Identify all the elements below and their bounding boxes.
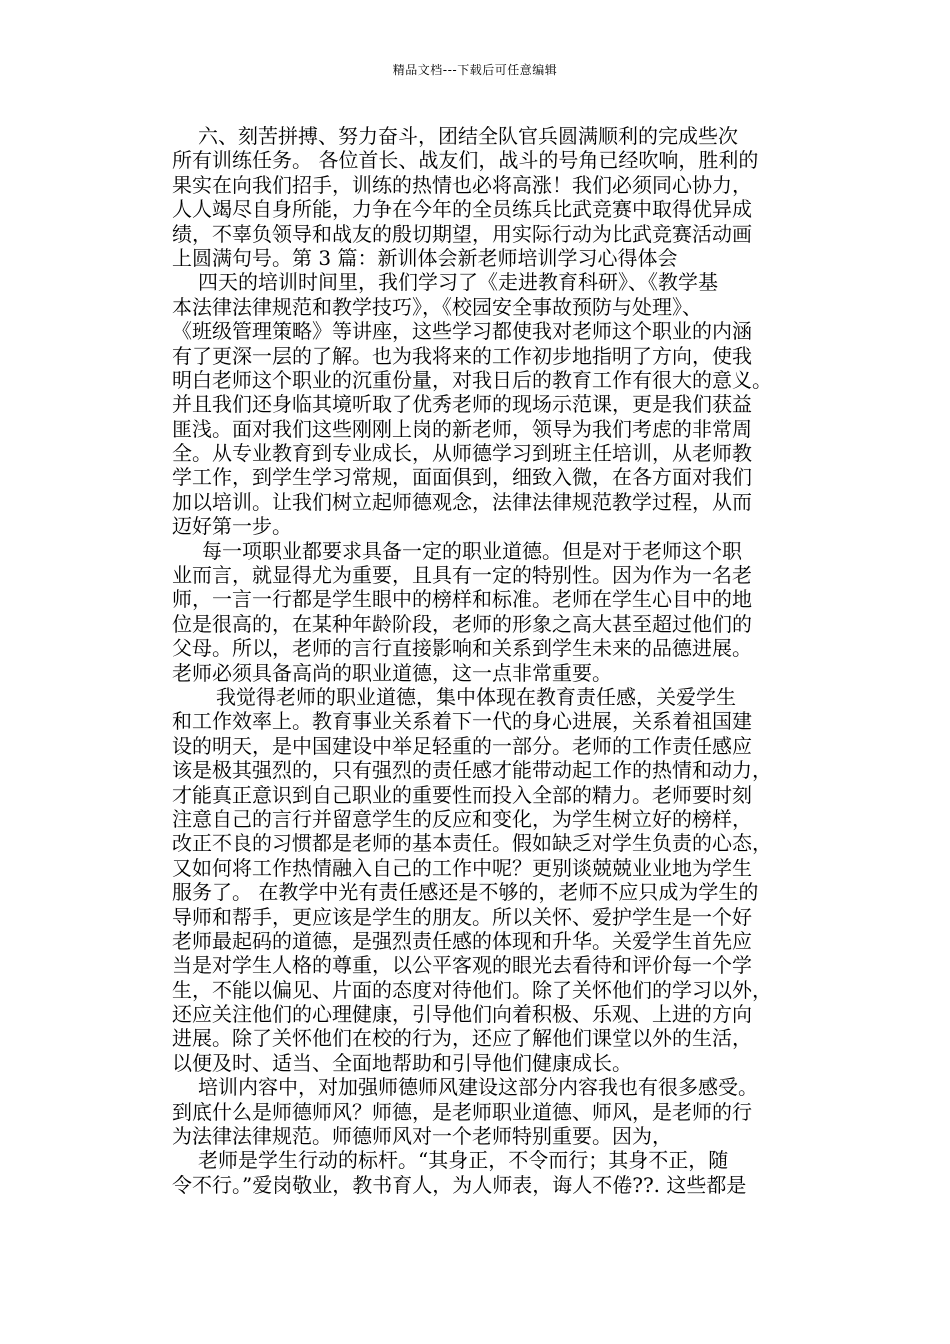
text-line: 明白老师这个职业的沉重份量，对我日后的教育工作有很大的意义。 <box>172 367 772 392</box>
text-line: 本法律法律规范和教学技巧》，《校园安全事故预防与处理》、 <box>172 294 702 319</box>
text-line: 设的明天，是中国建设中举足轻重的一部分。老师的工作责任感应 <box>172 733 752 758</box>
text-line: 老师必须具备高尚的职业道德，这一点非常重要。 <box>172 660 612 685</box>
text-line: 父母。所以，老师的言行直接影响和关系到学生未来的品德进展。 <box>172 636 752 661</box>
text-line: 所有训练任务。 各位首长、战友们，战斗的号角已经吹响，胜利的 <box>172 148 759 173</box>
text-line: 老师最起码的道德，是强烈责任感的体现和升华。关爱学生首先应 <box>172 928 752 953</box>
text-line: 为法律法律规范。师德师风对一个老师特别重要。因为， <box>172 1124 672 1149</box>
text-line: 进展。除了关怀他们在校的行为，还应了解他们课堂以外的生活， <box>172 1026 752 1051</box>
text-line: 绩，不辜负领导和战友的殷切期望，用实际行动为比武竞赛活动画 <box>172 221 752 246</box>
text-line: 服务了。 在教学中光有责任感还是不够的，老师不应只成为学生的 <box>172 880 759 905</box>
text-line: 业而言，就显得尤为重要，且具有一定的特别性。因为作为一名老 <box>172 563 752 588</box>
text-line: 果实在向我们招手，训练的热情也必将高涨！我们必须同心协力， <box>172 172 752 197</box>
text-line: 人人竭尽自身所能，力争在今年的全员练兵比武竞赛中取得优异成 <box>172 197 752 222</box>
text-line: 注意自己的言行并留意学生的反应和变化，为学生树立好的榜样， <box>172 806 752 831</box>
text-line: 我觉得老师的职业道德，集中体现在教育责任感，关爱学生 <box>216 684 736 709</box>
text-line: 生，不能以偏见、片面的态度对待他们。除了关怀他们的学习以外， <box>172 977 772 1002</box>
paragraph <box>172 685 812 1075</box>
text-line: 有了更深一层的了解。也为我将来的工作初步地指明了方向，使我 <box>172 343 752 368</box>
paragraph <box>172 1148 812 1197</box>
text-line: 《班级管理策略》等讲座，这些学习都使我对老师这个职业的内涵 <box>172 319 752 344</box>
text-line: 师，一言一行都是学生眼中的榜样和标准。老师在学生心目中的地 <box>172 587 752 612</box>
paragraph <box>172 270 812 538</box>
text-line: 以便及时、适当、全面地帮助和引导他们健康成长。 <box>172 1050 632 1075</box>
text-line: 导师和帮手，更应该是学生的朋友。所以关怀、爱护学生是一个好 <box>172 904 752 929</box>
text-line: 六、刻苦拼搏、努力奋斗，团结全队官兵圆满顺利的完成些次 <box>198 124 738 148</box>
text-line: 全。从专业教育到专业成长，从师德学习到班主任培训，从老师教 <box>172 441 752 466</box>
text-line: 当是对学生人格的尊重，以公平客观的眼光去看待和评价每一个学 <box>172 953 752 978</box>
document-body <box>172 124 812 1197</box>
text-line: 到底什么是师德师风？师德，是老师职业道德、师风，是老师的行 <box>172 1099 752 1124</box>
page-header: 精品文档---下载后可任意编辑 <box>392 63 558 77</box>
text-line: 位是很高的，在某种年龄阶段，老师的形象之高大甚至超过他们的 <box>172 611 752 636</box>
text-line: 上圆满句号。第 3 篇：新训体会新老师培训学习心得体会 <box>172 245 678 270</box>
text-line: 匪浅。面对我们这些刚刚上岗的新老师，领导为我们考虑的非常周 <box>172 416 752 441</box>
text-line: 还应关注他们的心理健康，引导他们向着积极、乐观、上进的方向 <box>172 1002 752 1027</box>
text-line: 老师是学生行动的标杆。“其身正，不令而行；其身不正，随 <box>198 1148 729 1173</box>
text-line: 才能真正意识到自己职业的重要性而投入全部的精力。老师要时刻 <box>172 782 752 807</box>
paragraph <box>172 539 812 685</box>
text-line: 并且我们还身临其境听取了优秀老师的现场示范课，更是我们获益 <box>172 392 752 417</box>
paragraph <box>172 124 812 270</box>
text-line: 加以培训。让我们树立起师德观念，法律法律规范教学过程，从而 <box>172 489 752 514</box>
text-line: 学工作，到学生学习常规，面面俱到，细致入微，在各方面对我们 <box>172 465 752 490</box>
paragraph <box>172 1075 812 1148</box>
text-line: 迈好第一步。 <box>172 514 292 539</box>
text-line: 培训内容中，对加强师德师风建设这部分内容我也有很多感受。 <box>198 1075 758 1100</box>
text-line: 又如何将工作热情融入自己的工作中呢？更别谈兢兢业业地为学生 <box>172 855 752 880</box>
text-line: 和工作效率上。教育事业关系着下一代的身心进展，关系着祖国建 <box>172 709 752 734</box>
text-line: 四天的培训时间里，我们学习了《走进教育科研》、《教学基 <box>198 270 718 295</box>
text-line: 该是极其强烈的，只有强烈的责任感才能带动起工作的热情和动力， <box>172 758 772 783</box>
text-line: 改正不良的习惯都是老师的基本责任。假如缺乏对学生负责的心态， <box>172 831 772 856</box>
text-line: 令不行。”爱岗敬业，教书育人，为人师表，诲人不倦??. 这些都是 <box>172 1172 747 1197</box>
text-line: 每一项职业都要求具备一定的职业道德。但是对于老师这个职 <box>202 538 742 563</box>
